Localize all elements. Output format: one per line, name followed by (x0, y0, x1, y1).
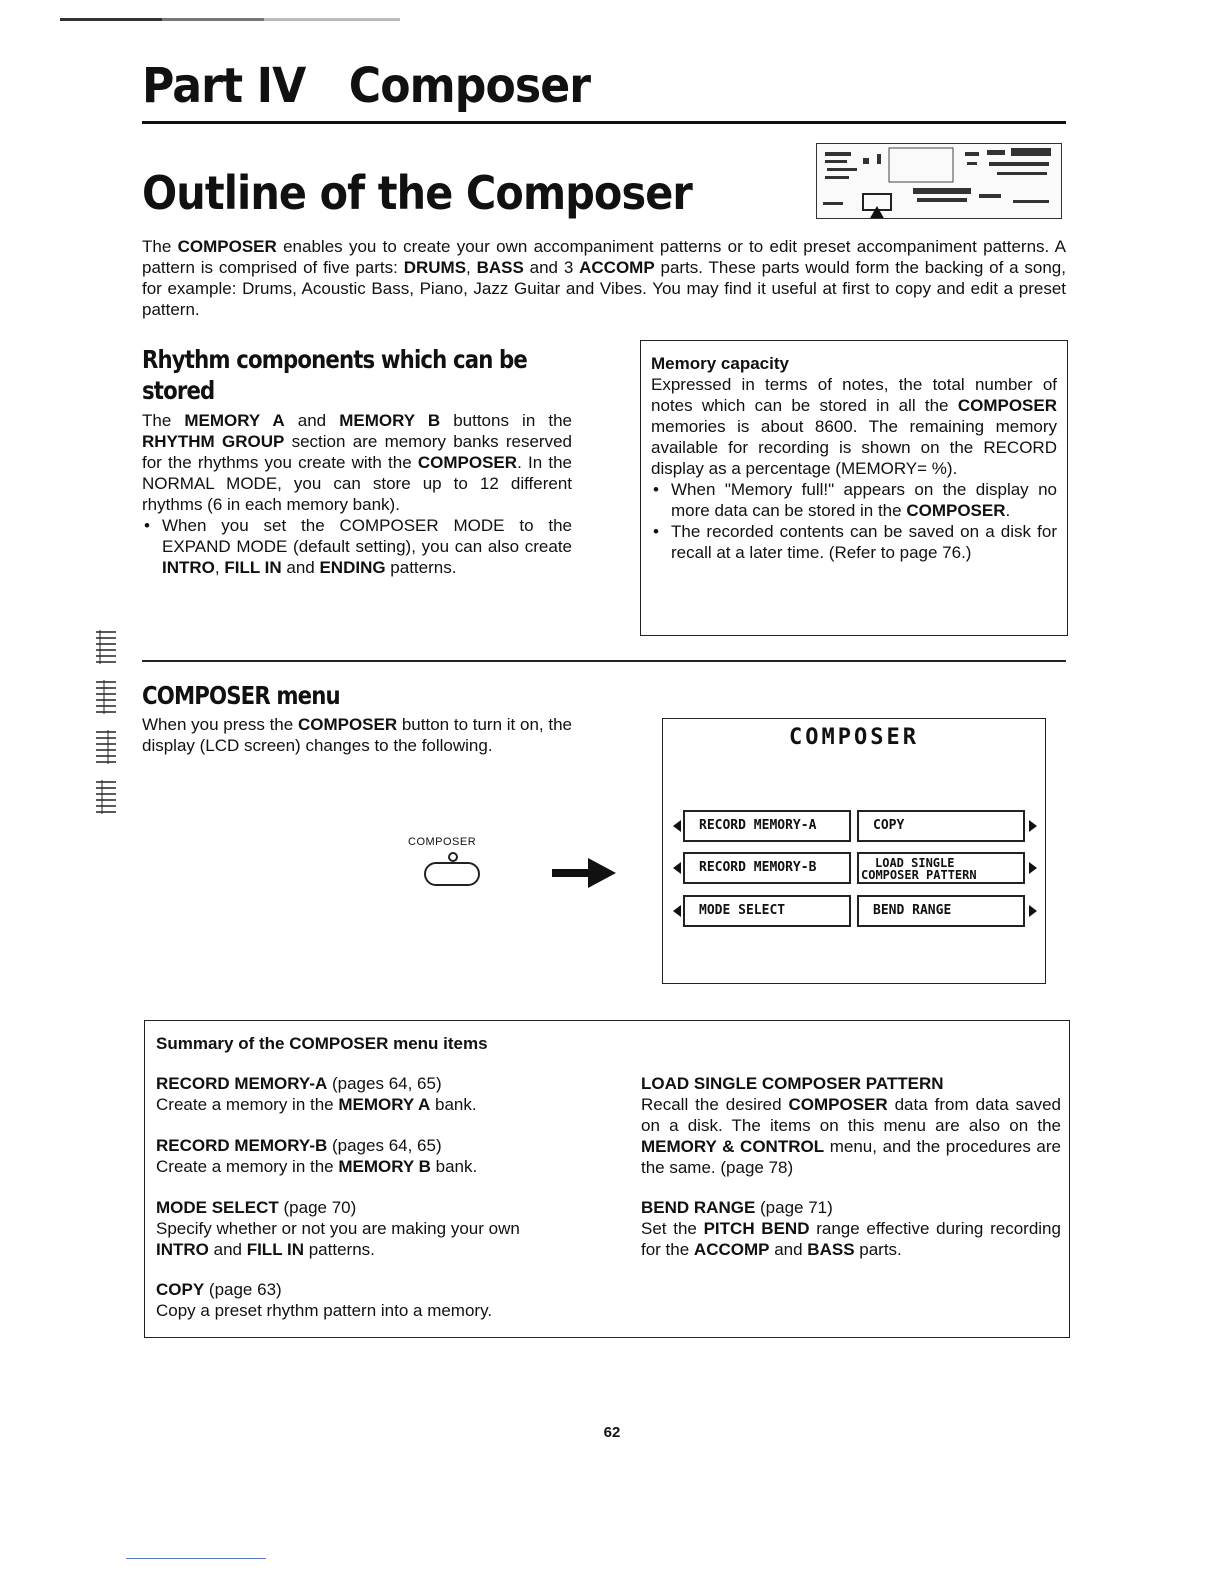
bottom-edge-line (126, 1558, 266, 1559)
lcd-item-load-line2: COMPOSER PATTERN (861, 868, 977, 882)
summary-item-description: Set the PITCH BEND range effective during recording for the ACCOMP and BASS parts. (641, 1219, 1061, 1259)
summary-item-mode-select (156, 1197, 576, 1260)
right-arrow-icon[interactable] (1029, 820, 1037, 832)
right-arrow-icon[interactable] (1029, 905, 1037, 917)
part-title: Part IV Composer (142, 58, 591, 114)
composer-menu-heading: COMPOSER menu (142, 681, 340, 710)
lcd-item-copy[interactable]: COPY (857, 810, 1025, 842)
arrow-right-icon (552, 858, 616, 888)
lcd-item-load-line1: LOAD SINGLE (875, 856, 955, 870)
lcd-item-load-single-composer-pattern[interactable] (857, 852, 1025, 884)
rhythm-bullet-item: • When you set the COMPOSER MODE to the EXPAND MODE (default setting), you can also create INTRO, FILL IN and ENDING patterns. (142, 515, 572, 578)
lcd-item-record-memory-b[interactable]: RECORD MEMORY-B (683, 852, 851, 884)
part-title-rule (142, 121, 1066, 124)
left-arrow-icon[interactable] (673, 820, 681, 832)
lcd-item-record-memory-a[interactable]: RECORD MEMORY-A (683, 810, 851, 842)
composer-button-label: COMPOSER (408, 836, 477, 848)
memory-capacity-title: Memory capacity (651, 354, 789, 373)
section-title: Outline of the Composer (142, 166, 692, 220)
summary-title: Summary of the COMPOSER menu items (156, 1034, 488, 1053)
page-number: 62 (603, 1424, 621, 1441)
summary-item-heading: COPY (page 63) (156, 1280, 282, 1299)
summary-item-bend-range (641, 1197, 1061, 1260)
lcd-title: COMPOSER (789, 725, 919, 750)
summary-box (144, 1020, 1070, 1338)
summary-item-copy (156, 1279, 576, 1321)
memory-bullet-list (651, 479, 1057, 563)
memory-capacity-body: Expressed in terms of notes, the total number of notes which can be stored in all the COMPOSER memories is about 8600. The remaining memory available for recording is shown on the RECORD display as a percentage (MEMORY= %). (651, 375, 1057, 478)
summary-item-description: Create a memory in the MEMORY B bank. (156, 1157, 478, 1176)
margin-registration-marks (92, 622, 120, 822)
rhythm-components-section (142, 410, 572, 578)
section-divider-rule (142, 660, 1066, 662)
summary-item-heading: LOAD SINGLE COMPOSER PATTERN (641, 1074, 944, 1093)
memory-capacity-box (640, 340, 1068, 636)
summary-item-heading: RECORD MEMORY-B (pages 64, 65) (156, 1136, 442, 1155)
memory-bullet-item: • The recorded contents can be saved on a disk for recall at a later time. (Refer to page 76.) (651, 521, 1057, 563)
scan-artifact-rule (60, 18, 400, 21)
summary-item-record-memory-a (156, 1073, 576, 1115)
composer-menu-body: When you press the COMPOSER button to turn it on, the display (LCD screen) changes to the following. (142, 715, 572, 755)
summary-item-heading: BEND RANGE (page 71) (641, 1198, 833, 1217)
summary-item-load-single-composer-pattern (641, 1073, 1061, 1178)
summary-item-description: Create a memory in the MEMORY A bank. (156, 1095, 477, 1114)
rhythm-components-body: The MEMORY A and MEMORY B buttons in the RHYTHM GROUP section are memory banks reserved for the rhythms you create with the COMPOSER. In the NORMAL MODE, you can store up to 12 different rhythms (6 in each memory bank). (142, 411, 573, 514)
memory-bullet-item: • When "Memory full!" appears on the display no more data can be stored in the COMPOSER. (651, 479, 1057, 521)
summary-item-description: Recall the desired COMPOSER data from data saved on a disk. The items on this menu are also on the MEMORY & CONTROL menu, and the procedures are the same. (page 78) (641, 1095, 1061, 1177)
lcd-item-bend-range[interactable]: BEND RANGE (857, 895, 1025, 927)
left-arrow-icon[interactable] (673, 862, 681, 874)
summary-item-description: Copy a preset rhythm pattern into a memory. (156, 1301, 493, 1320)
summary-item-heading: RECORD MEMORY-A (pages 64, 65) (156, 1074, 442, 1093)
rhythm-bullet-list (142, 515, 572, 578)
keyboard-panel-thumbnail (816, 143, 1062, 219)
left-arrow-icon[interactable] (673, 905, 681, 917)
rhythm-components-heading: Rhythm components which can be stored (142, 345, 527, 405)
right-arrow-icon[interactable] (1029, 862, 1037, 874)
intro-paragraph: The COMPOSER enables you to create your own accompaniment patterns or to edit preset accompaniment patterns. A pattern is comprised of five parts: DRUMS, BASS and 3 ACCOMP parts. These parts would form the backing of a song, for example: Drums, Acoustic Bass, Piano, Jazz Guitar and Vibes. You may find it useful at first to copy and edit a preset pattern. (142, 237, 1066, 319)
summary-item-description: Specify whether or not you are making your own INTRO and FILL IN patterns. (156, 1219, 520, 1259)
summary-item-heading: MODE SELECT (page 70) (156, 1198, 357, 1217)
summary-item-record-memory-b (156, 1135, 576, 1177)
composer-button[interactable] (424, 862, 480, 886)
lcd-item-mode-select[interactable]: MODE SELECT (683, 895, 851, 927)
lcd-screen (662, 718, 1046, 984)
composer-button-led (448, 852, 458, 862)
